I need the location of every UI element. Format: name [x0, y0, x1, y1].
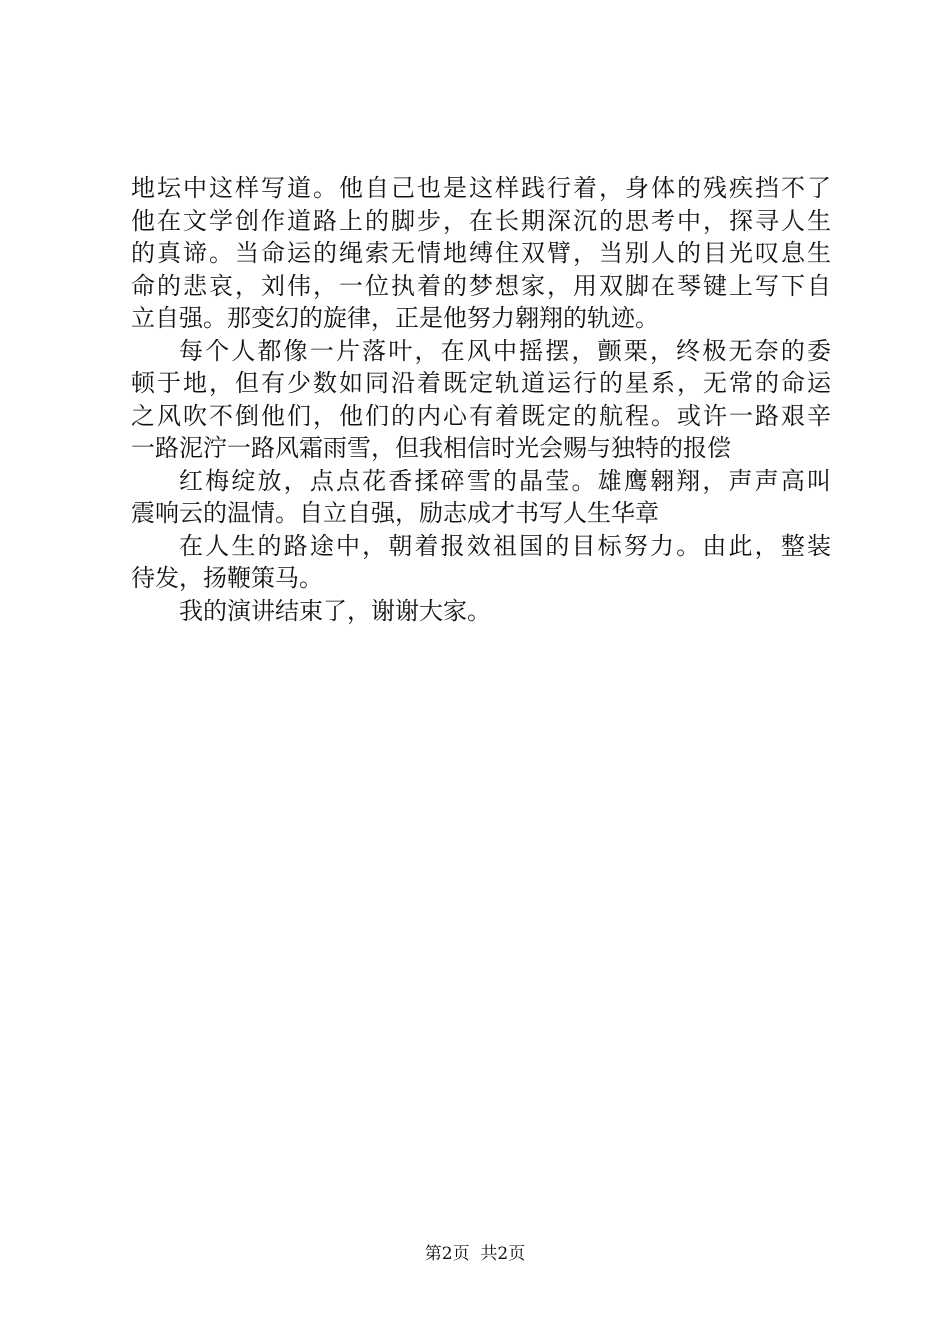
- page-number-footer: 第2页 共2页: [424, 1244, 526, 1264]
- text-line: 地坛中这样写道。他自己也是这样践行着，身体的残疾挡不了: [131, 174, 831, 202]
- text-line: 立自强。那变幻的旋律，正是他努力翱翔的轨迹。: [131, 304, 659, 332]
- paragraph-first-line: 在人生的路途中，朝着报效祖国的目标努力。由此，整装: [179, 531, 831, 560]
- paragraph-first-line: 红梅绽放，点点花香揉碎雪的晶莹。雄鹰翱翔，声声高叫: [179, 466, 831, 495]
- text-line: 一路泥泞一路风霜雨雪，但我相信时光会赐与独特的报偿: [131, 434, 731, 462]
- paragraph-first-line: 我的演讲结束了，谢谢大家。: [179, 596, 491, 625]
- text-line: 他在文学创作道路上的脚步，在长期深沉的思考中，探寻人生: [131, 206, 831, 235]
- text-line: 之风吹不倒他们，他们的内心有着既定的航程。或许一路艰辛: [131, 401, 831, 430]
- text-line: 震响云的温情。自立自强，励志成才书写人生华章: [131, 499, 659, 527]
- text-line: 待发，扬鞭策马。: [131, 564, 323, 592]
- text-line: 的真谛。当命运的绳索无情地缚住双臂，当别人的目光叹息生: [131, 239, 831, 267]
- body-text: [131, 172, 831, 627]
- text-line: 命的悲哀，刘伟，一位执着的梦想家，用双脚在琴键上写下自: [131, 271, 831, 300]
- paragraph-first-line: 每个人都像一片落叶，在风中摇摆，颤栗，终极无奈的委: [179, 336, 831, 365]
- text-line: 顿于地，但有少数如同沿着既定轨道运行的星系，无常的命运: [131, 369, 831, 397]
